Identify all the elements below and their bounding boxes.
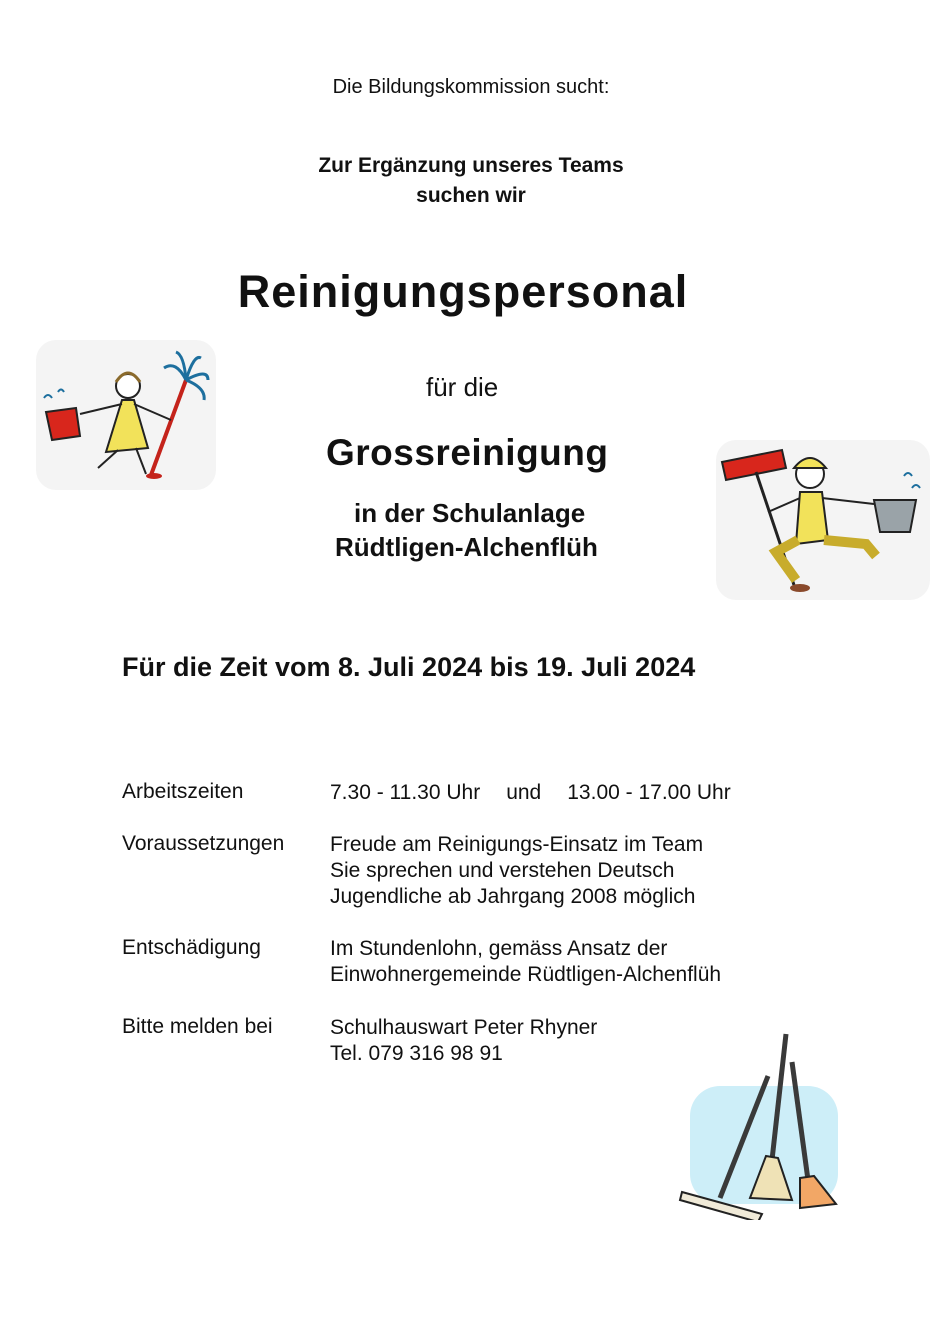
time-morning: 7.30 - 11.30 Uhr [330, 781, 481, 804]
commission-intro: Die Bildungskommission sucht: [332, 76, 610, 98]
label-kontakt: Bitte melden bei [122, 1015, 273, 1038]
value-voraussetzungen [330, 832, 703, 910]
requirement-line: Jugendliche ab Jahrgang 2008 möglich [330, 885, 696, 908]
team-intro-line2: suchen wir [416, 184, 526, 207]
location-line2: Rüdtligen-Alchenflüh [335, 532, 598, 562]
value-entschaedigung [330, 936, 721, 988]
contact-phone: Tel. 079 316 98 91 [330, 1042, 503, 1065]
value-kontakt [330, 1015, 597, 1067]
requirement-line: Freude am Reinigungs-Einsatz im Team [330, 833, 704, 856]
period-text: Für die Zeit vom 8. Juli 2024 bis 19. Juli 2024 [122, 652, 696, 682]
contact-name: Schulhauswart Peter Rhyner [330, 1016, 598, 1039]
event-title: Grossreinigung [326, 432, 609, 473]
label-entschaedigung: Entschädigung [122, 936, 261, 959]
woman-cleaning-illustration [36, 340, 216, 490]
time-afternoon: 13.00 - 17.00 Uhr [567, 781, 731, 804]
compensation-line: Im Stundenlohn, gemäss Ansatz der [330, 937, 668, 960]
location-line1: in der Schulanlage [354, 498, 586, 528]
value-arbeitszeiten [330, 780, 731, 806]
fuer-die-text: für die [426, 372, 499, 402]
page-title: Reinigungspersonal [237, 266, 689, 317]
time-und: und [506, 781, 542, 804]
brooms-illustration [676, 1028, 846, 1220]
label-arbeitszeiten: Arbeitszeiten [122, 780, 244, 803]
team-intro-line1: Zur Ergänzung unseres Teams [318, 154, 624, 177]
requirement-line: Sie sprechen und verstehen Deutsch [330, 859, 675, 882]
compensation-line: Einwohnergemeinde Rüdtligen-Alchenflüh [330, 963, 722, 986]
label-voraussetzungen: Voraussetzungen [122, 832, 285, 855]
man-cleaning-illustration [716, 440, 930, 600]
